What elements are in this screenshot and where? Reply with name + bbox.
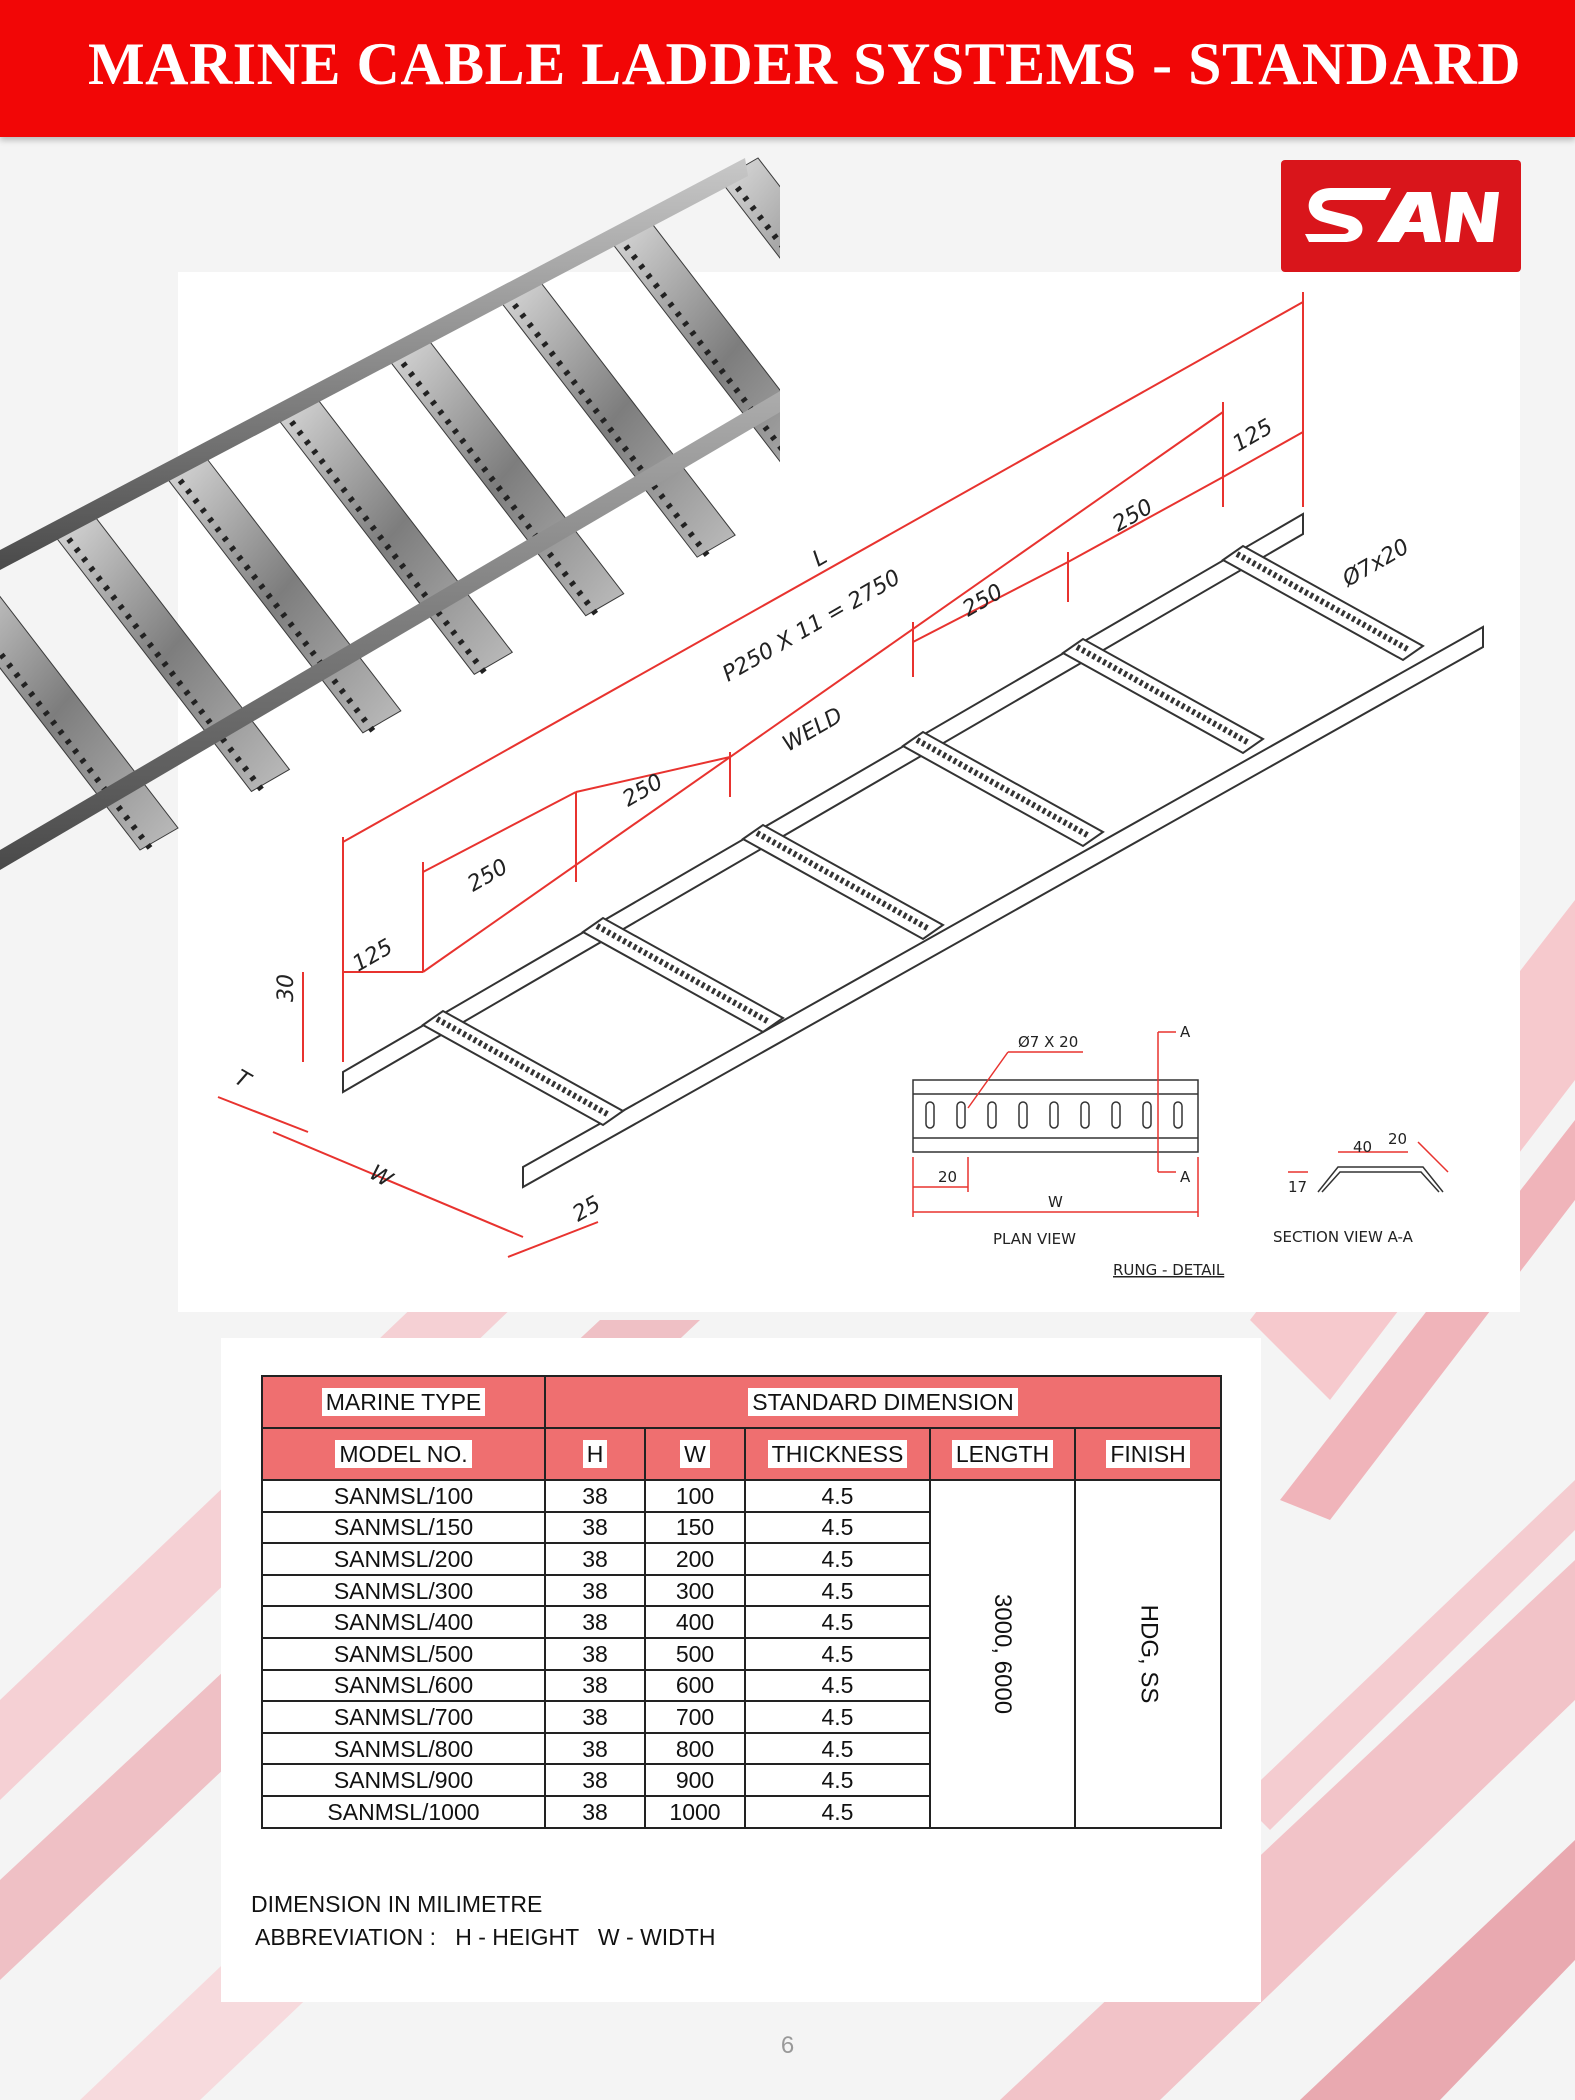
section-dim-17: 17: [1288, 1178, 1308, 1196]
model-cell: SANMSL/150: [262, 1512, 545, 1544]
column-header: FINISH: [1075, 1428, 1221, 1480]
dim-25: 25: [568, 1191, 606, 1228]
thickness-cell: 4.5: [745, 1796, 930, 1828]
thickness-cell: 4.5: [745, 1606, 930, 1638]
logo-graphic: [1281, 160, 1521, 272]
rung-dim-W: W: [1048, 1193, 1063, 1211]
dim-250-d: 250: [1108, 494, 1158, 538]
model-cell: SANMSL/300: [262, 1575, 545, 1607]
section-dim-40: 40: [1353, 1138, 1373, 1156]
height-cell: 38: [545, 1670, 645, 1702]
plan-hole: [926, 1102, 934, 1128]
table-row: [262, 1480, 1221, 1512]
thickness-cell: 4.5: [745, 1701, 930, 1733]
plan-hole: [1019, 1102, 1027, 1128]
section-dim-20: 20: [1388, 1130, 1408, 1148]
height-cell: 38: [545, 1796, 645, 1828]
plan-hole: [1174, 1102, 1182, 1128]
column-header: THICKNESS: [745, 1428, 930, 1480]
plan-hole: [957, 1102, 965, 1128]
height-cell: 38: [545, 1575, 645, 1607]
dim-250-a: 250: [463, 854, 513, 898]
specification-table: [261, 1375, 1222, 1829]
rung-plan-view: [913, 1080, 1198, 1152]
section-mark-bottom: A: [1180, 1168, 1191, 1186]
abbreviation-note: ABBREVIATION : H - HEIGHT W - WIDTH: [255, 1924, 716, 1950]
height-cell: 38: [545, 1638, 645, 1670]
column-header: H: [545, 1428, 645, 1480]
thickness-cell: 4.5: [745, 1575, 930, 1607]
dim-30: 30: [274, 974, 299, 1002]
hole-label: Ø7x20: [1338, 534, 1414, 593]
column-header: W: [645, 1428, 745, 1480]
plan-view-label: PLAN VIEW: [993, 1230, 1076, 1248]
rung-section-view: [1318, 1167, 1443, 1192]
dim-125-b: 125: [1228, 414, 1278, 458]
width-cell: 100: [645, 1480, 745, 1512]
thickness-cell: 4.5: [745, 1764, 930, 1796]
thickness-cell: 4.5: [745, 1670, 930, 1702]
weld-label: WELD: [778, 703, 848, 758]
marine-type-header: MARINE TYPE: [262, 1376, 545, 1428]
width-cell: 300: [645, 1575, 745, 1607]
plan-hole: [1143, 1102, 1151, 1128]
drawing-rung-slots: [1077, 647, 1249, 743]
width-cell: 500: [645, 1638, 745, 1670]
thickness-cell: 4.5: [745, 1638, 930, 1670]
height-cell: 38: [545, 1606, 645, 1638]
model-cell: SANMSL/600: [262, 1670, 545, 1702]
length-cell: 3000, 6000: [930, 1480, 1075, 1828]
height-cell: 38: [545, 1543, 645, 1575]
specification-panel: [221, 1338, 1261, 2002]
plan-hole: [1112, 1102, 1120, 1128]
model-cell: SANMSL/800: [262, 1733, 545, 1765]
dim-L: L: [808, 544, 832, 573]
dimension-note: DIMENSION IN MILIMETRE: [251, 1891, 543, 1917]
standard-dimension-header: STANDARD DIMENSION: [545, 1376, 1221, 1428]
height-cell: 38: [545, 1764, 645, 1796]
section-view-label: SECTION VIEW A-A: [1273, 1228, 1413, 1246]
san-logo: [1281, 160, 1521, 272]
height-cell: 38: [545, 1512, 645, 1544]
table-group-header-row: [262, 1376, 1221, 1428]
page-number: 6: [780, 2032, 795, 2059]
section-mark-top: A: [1180, 1023, 1191, 1041]
column-header: LENGTH: [930, 1428, 1075, 1480]
model-cell: SANMSL/1000: [262, 1796, 545, 1828]
width-cell: 800: [645, 1733, 745, 1765]
plan-hole: [988, 1102, 996, 1128]
column-header: MODEL NO.: [262, 1428, 545, 1480]
table-column-header-row: [262, 1428, 1221, 1480]
dim-W: W: [365, 1160, 397, 1194]
width-cell: 150: [645, 1512, 745, 1544]
thickness-cell: 4.5: [745, 1543, 930, 1575]
width-cell: 200: [645, 1543, 745, 1575]
finish-cell: HDG, SS: [1075, 1480, 1221, 1828]
height-cell: 38: [545, 1701, 645, 1733]
height-cell: 38: [545, 1733, 645, 1765]
thickness-cell: 4.5: [745, 1512, 930, 1544]
width-cell: 400: [645, 1606, 745, 1638]
plan-hole: [1081, 1102, 1089, 1128]
rung-hole-label: Ø7 X 20: [1018, 1033, 1079, 1051]
dim-125-a: 125: [348, 934, 398, 978]
model-cell: SANMSL/400: [262, 1606, 545, 1638]
thickness-cell: 4.5: [745, 1480, 930, 1512]
model-cell: SANMSL/100: [262, 1480, 545, 1512]
rung-dim-20: 20: [938, 1168, 958, 1186]
model-cell: SANMSL/700: [262, 1701, 545, 1733]
model-cell: SANMSL/200: [262, 1543, 545, 1575]
header-bar: [0, 0, 1575, 137]
rung-detail-title: RUNG - DETAIL: [1113, 1261, 1225, 1279]
dim-250-c: 250: [958, 579, 1008, 623]
dim-T: T: [230, 1065, 255, 1094]
model-cell: SANMSL/500: [262, 1638, 545, 1670]
height-cell: 38: [545, 1480, 645, 1512]
dim-250-b: 250: [618, 769, 668, 813]
plan-hole: [1050, 1102, 1058, 1128]
thickness-cell: 4.5: [745, 1733, 930, 1765]
dim-pitch: P250 X 11 = 2750: [718, 565, 905, 688]
width-cell: 900: [645, 1764, 745, 1796]
width-cell: 1000: [645, 1796, 745, 1828]
page-title: MARINE CABLE LADDER SYSTEMS - STANDARD: [88, 31, 1522, 97]
model-cell: SANMSL/900: [262, 1764, 545, 1796]
rung-detail-dims: [913, 1032, 1448, 1217]
width-cell: 700: [645, 1701, 745, 1733]
cable-ladder-photo: [0, 150, 780, 930]
width-cell: 600: [645, 1670, 745, 1702]
